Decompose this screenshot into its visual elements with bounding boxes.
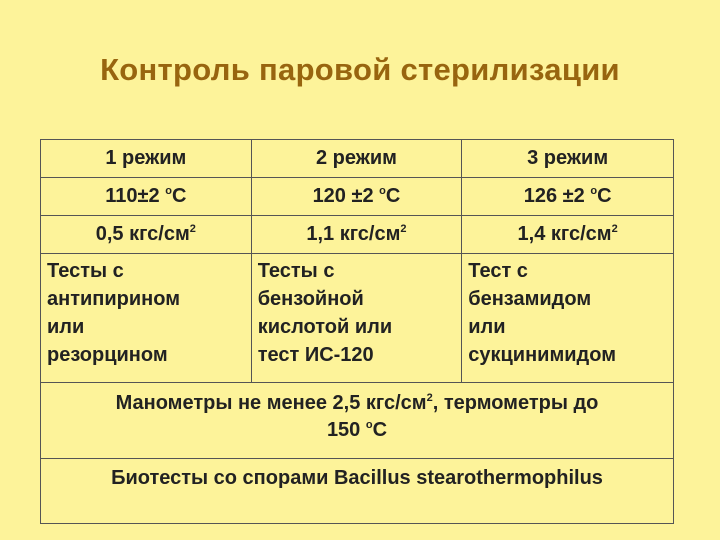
plus-minus: ± — [562, 185, 574, 207]
temperature-1-cell — [41, 178, 252, 216]
pressure-value: 1,1 кгс/см — [306, 223, 401, 245]
test-line: бензамидом — [468, 288, 592, 310]
sterilization-table — [40, 139, 674, 524]
test-line: резорцином — [47, 344, 168, 366]
test-line: Тесты с — [47, 260, 124, 282]
mode-1-cell: 1 режим — [41, 140, 252, 178]
degree-sign: о — [165, 185, 172, 197]
test-line: Тесты с — [257, 260, 335, 282]
table-row-pressure — [41, 216, 674, 254]
plus-minus: ± — [351, 185, 363, 207]
temperature-2-cell — [251, 178, 462, 216]
temp-tolerance: 2 — [573, 185, 585, 207]
instruments-cell — [41, 383, 674, 459]
pressure-value: 0,5 кгс/см — [95, 223, 190, 245]
pressure-exponent: 2 — [611, 223, 618, 235]
test-line: бензойной — [257, 288, 364, 310]
pressure-1-cell — [41, 216, 252, 254]
pressure-2-cell — [251, 216, 462, 254]
degree-sign: о — [365, 419, 373, 431]
degree-sign: о — [379, 185, 386, 197]
temp-value: 120 — [312, 185, 346, 207]
table-row-temperature — [41, 178, 674, 216]
biotests-cell: Биотесты со спорами Bacillus stearothermophilus — [41, 459, 674, 524]
instruments-text: 150 — [326, 419, 366, 441]
temp-unit: С — [171, 185, 187, 207]
pressure-exponent: 2 — [400, 223, 407, 235]
instruments-text: , термометры до — [432, 392, 599, 414]
table-row-tests — [41, 254, 674, 383]
instruments-text: Манометры не менее 2,5 кгс/см — [115, 392, 427, 414]
pressure-exponent: 2 — [426, 392, 433, 404]
temperature-3-cell — [462, 178, 674, 216]
pressure-3-cell — [462, 216, 674, 254]
pressure-exponent: 2 — [189, 223, 196, 235]
page-title: Контроль паровой стерилизации — [100, 52, 620, 87]
pressure-value: 1,4 кгс/см — [517, 223, 612, 245]
degree-sign: о — [590, 185, 598, 197]
test-line: кислотой или — [257, 316, 393, 338]
table-row-biotests — [41, 459, 674, 524]
test-line: антипирином — [47, 288, 181, 310]
temp-unit: С — [385, 185, 401, 207]
test-line: тест ИС-120 — [257, 344, 374, 366]
mode-2-cell: 2 режим — [251, 140, 462, 178]
test-line: сукцинимидом — [468, 344, 616, 366]
temp-unit: С — [597, 185, 612, 207]
test-line: или — [47, 316, 85, 338]
test-line: Тест с — [468, 260, 528, 282]
test-line: или — [468, 316, 506, 338]
temp-tolerance: 2 — [362, 185, 374, 207]
mode-3-cell: 3 режим — [462, 140, 674, 178]
table-row-modes — [41, 140, 674, 178]
temp-value: 126 — [523, 185, 558, 207]
tests-2-cell — [251, 254, 462, 383]
temp-tolerance: 2 — [148, 185, 160, 207]
tests-3-cell — [462, 254, 674, 383]
table-row-instruments — [41, 383, 674, 459]
temp-value: 110 — [105, 185, 138, 207]
plus-minus: ± — [137, 185, 149, 207]
temp-unit: С — [372, 419, 388, 441]
tests-1-cell — [41, 254, 252, 383]
